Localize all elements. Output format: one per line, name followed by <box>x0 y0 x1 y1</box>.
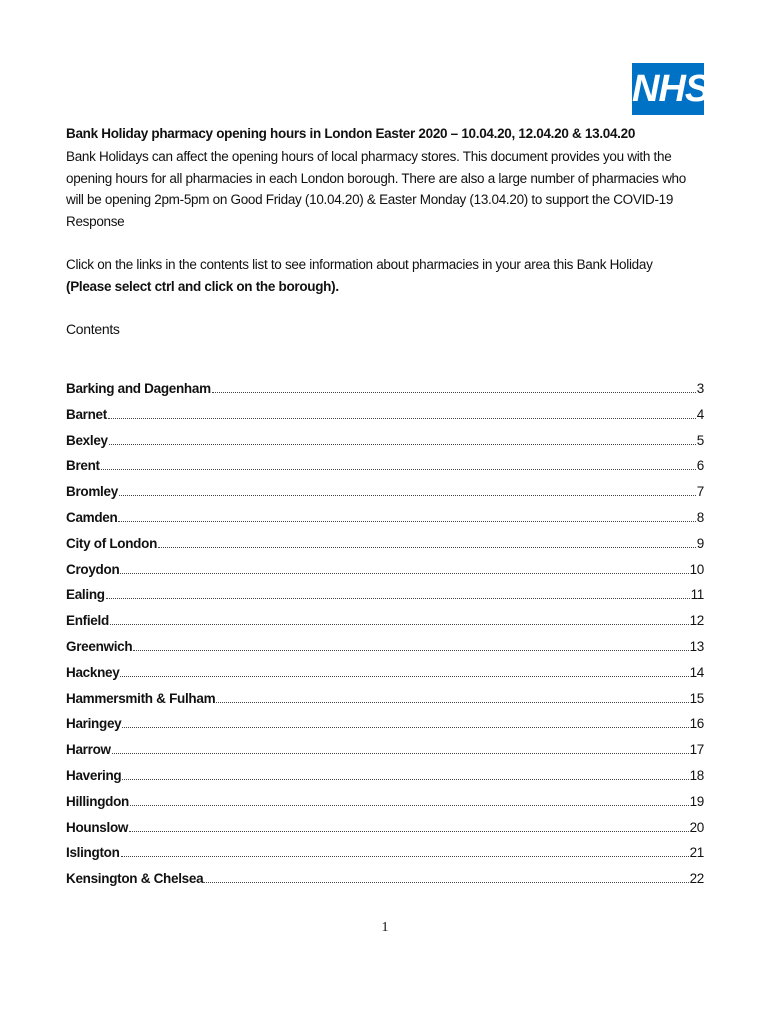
toc-page-number: 19 <box>689 793 704 809</box>
instructions <box>66 254 702 297</box>
toc-entry[interactable] <box>66 479 704 505</box>
toc-dot-leader <box>212 392 696 393</box>
toc-page-number: 10 <box>689 561 704 577</box>
toc-borough-link[interactable]: City of London <box>66 535 158 551</box>
toc-dot-leader <box>106 598 690 599</box>
toc-page-number: 9 <box>696 535 704 551</box>
toc-dot-leader <box>110 624 689 625</box>
toc-entry[interactable] <box>66 634 704 660</box>
toc-page-number: 6 <box>696 458 704 474</box>
toc-page-number: 12 <box>689 613 704 629</box>
contents-heading: Contents <box>66 321 120 337</box>
toc-borough-link[interactable]: Barnet <box>66 406 107 422</box>
toc-entry[interactable] <box>66 402 704 428</box>
toc-entry[interactable] <box>66 660 704 686</box>
toc-borough-link[interactable]: Camden <box>66 509 118 525</box>
toc-page-number: 13 <box>689 638 704 654</box>
toc-borough-link[interactable]: Haringey <box>66 716 122 732</box>
toc-dot-leader <box>120 676 688 677</box>
toc-dot-leader <box>112 753 689 754</box>
toc-dot-leader <box>118 521 695 522</box>
instruction-bold-text: (Please select ctrl and click on the borough). <box>66 278 339 294</box>
nhs-logo: NHS <box>632 63 704 115</box>
toc-entry[interactable] <box>66 608 704 634</box>
toc-borough-link[interactable]: Islington <box>66 845 120 861</box>
toc-borough-link[interactable]: Havering <box>66 767 122 783</box>
toc-dot-leader <box>119 495 696 496</box>
toc-page-number: 15 <box>689 690 704 706</box>
toc-page-number: 14 <box>689 664 704 680</box>
toc-page-number: 4 <box>696 406 704 422</box>
toc-page-number: 16 <box>689 716 704 732</box>
toc-borough-link[interactable]: Enfield <box>66 613 109 629</box>
toc-page-number: 7 <box>696 484 704 500</box>
toc-entry[interactable] <box>66 866 704 892</box>
toc-borough-link[interactable]: Kensington & Chelsea <box>66 871 204 887</box>
document-title: Bank Holiday pharmacy opening hours in London Easter 2020 – 10.04.20, 12.04.20 & 13.04.20 <box>66 126 636 141</box>
toc-borough-link[interactable]: Ealing <box>66 587 105 603</box>
toc-borough-link[interactable]: Bromley <box>66 484 118 500</box>
toc-entry[interactable] <box>66 505 704 531</box>
toc-entry[interactable] <box>66 737 704 763</box>
toc-page-number: 3 <box>696 381 704 396</box>
page-number: 1 <box>381 920 389 935</box>
toc-page-number: 8 <box>696 509 704 525</box>
toc-entry[interactable] <box>66 815 704 841</box>
toc-entry[interactable] <box>66 557 704 583</box>
intro-paragraph: Bank Holidays can affect the opening hours of local pharmacy stores. This document provides you with the opening hours for all pharmacies in each London borough. There are also a large number of pharmacies who will be opening 2pm-5pm on Good Friday (10.04.20) & Easter Monday (13.04.20) to support the COVID-19 Response <box>66 149 686 229</box>
toc-entry[interactable] <box>66 428 704 454</box>
document-header <box>66 124 702 339</box>
toc-page-number: 20 <box>689 819 704 835</box>
toc-page-number: 21 <box>689 845 704 861</box>
toc-borough-link[interactable]: Bexley <box>66 432 108 448</box>
toc-page-number: 5 <box>696 432 704 448</box>
toc-page-number: 22 <box>689 871 704 887</box>
toc-borough-link[interactable]: Hillingdon <box>66 793 129 809</box>
toc-entry[interactable] <box>66 789 704 815</box>
table-of-contents <box>66 376 704 892</box>
toc-borough-link[interactable]: Greenwich <box>66 638 133 654</box>
toc-dot-leader <box>122 727 688 728</box>
toc-entry[interactable] <box>66 453 704 479</box>
toc-dot-leader <box>129 831 688 832</box>
toc-borough-link[interactable]: Hammersmith & Fulham <box>66 690 216 706</box>
toc-borough-link[interactable]: Brent <box>66 458 100 474</box>
toc-dot-leader <box>109 444 696 445</box>
toc-dot-leader <box>121 856 689 857</box>
toc-page-number: 11 <box>690 587 704 603</box>
toc-borough-link[interactable]: Hounslow <box>66 819 129 835</box>
toc-page-number: 17 <box>689 742 704 758</box>
toc-dot-leader <box>101 469 696 470</box>
toc-dot-leader <box>133 650 688 651</box>
toc-dot-leader <box>158 547 696 548</box>
toc-borough-link[interactable]: Barking and Dagenham <box>66 381 211 396</box>
toc-borough-link[interactable]: Hackney <box>66 664 120 680</box>
toc-entry[interactable] <box>66 686 704 712</box>
toc-entry[interactable] <box>66 840 704 866</box>
toc-entry[interactable] <box>66 582 704 608</box>
toc-entry[interactable] <box>66 763 704 789</box>
toc-borough-link[interactable]: Harrow <box>66 742 111 758</box>
toc-page-number: 18 <box>689 767 704 783</box>
toc-dot-leader <box>120 573 688 574</box>
toc-entry[interactable] <box>66 531 704 557</box>
toc-dot-leader <box>108 418 696 419</box>
toc-entry[interactable] <box>66 711 704 737</box>
toc-dot-leader <box>216 702 688 703</box>
toc-dot-leader <box>130 805 689 806</box>
instruction-text: Click on the links in the contents list to see information about pharmacies in your area this Bank Holiday <box>66 257 653 272</box>
toc-borough-link[interactable]: Croydon <box>66 561 120 577</box>
toc-entry[interactable] <box>66 376 704 402</box>
toc-dot-leader <box>122 779 688 780</box>
toc-dot-leader <box>204 882 688 883</box>
